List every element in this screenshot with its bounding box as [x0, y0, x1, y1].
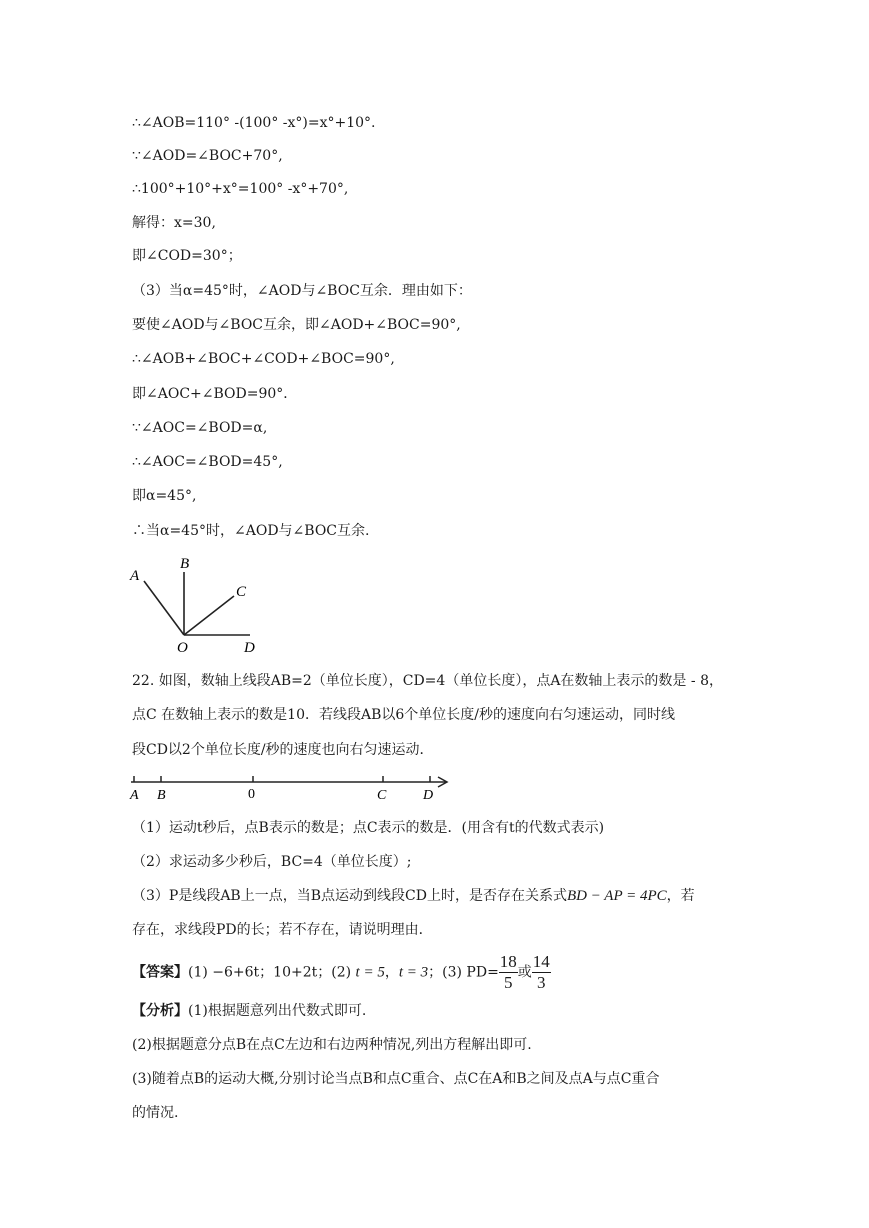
- fraction-2-numerator: 14: [532, 952, 550, 971]
- fraction-1-numerator: 18: [499, 952, 517, 971]
- solution-line-10: ∵∠AOC=∠BOD=α,: [132, 420, 268, 436]
- question-3-line-1: [132, 886, 695, 906]
- analysis-line-1: [132, 1001, 366, 1021]
- answer-part-1: (1) −6+6t；10+2t；(2): [188, 964, 352, 981]
- answer-line: [132, 952, 551, 993]
- numline-label-A: A: [130, 788, 139, 802]
- fraction-2-denominator: 3: [537, 973, 546, 992]
- question-3-line-2: 存在，求线段PD的长；若不存在，请说明理由．: [132, 922, 433, 938]
- answer-t1: t = 5: [355, 964, 385, 981]
- label-D: D: [244, 640, 255, 654]
- solution-line-12: 即α=45°,: [132, 488, 197, 504]
- solution-line-2: ∵∠AOD=∠BOC+70°,: [132, 148, 283, 164]
- fraction-18-5: [499, 952, 518, 993]
- question-2: （2）求运动多少秒后，BC=4（单位长度）;: [132, 854, 412, 870]
- analysis-line-3: (3)随着点B的运动大概,分别讨论当点B和点C重合、点C在A和B之间及点A与点C重合: [132, 1071, 660, 1087]
- relation-formula: BD − AP = 4PC: [566, 888, 667, 904]
- fraction-14-3: [532, 952, 551, 993]
- solution-line-5: 即∠COD=30°；: [132, 248, 242, 264]
- problem-22-line-3: 段CD以2个单位长度/秒的速度也向右匀速运动．: [132, 742, 434, 758]
- solution-line-6: （3）当α=45°时，∠AOD与∠BOC互余．理由如下：: [132, 283, 472, 299]
- solution-line-4: 解得：x=30,: [132, 215, 216, 231]
- numline-label-C: C: [377, 788, 387, 802]
- analysis-text-1: (1)根据题意列出代数式即可.: [188, 1003, 367, 1019]
- answer-t2: t = 3: [398, 964, 429, 981]
- ray-OC: [184, 596, 234, 635]
- question-3-prefix: （3）P是线段AB上一点，当B点运动到线段CD上时，是否存在关系式: [132, 888, 567, 904]
- analysis-line-4: 的情况.: [132, 1105, 179, 1121]
- problem-22-line-2: 点C 在数轴上表示的数是10．若线段AB以6个单位长度/秒的速度向右匀速运动，同时线: [132, 707, 675, 723]
- solution-line-8: ∴∠AOB+∠BOC+∠COD+∠BOC=90°,: [132, 351, 395, 367]
- solution-line-1: ∴∠AOB=110° -(100° -x°)=x°+10°.: [132, 115, 376, 131]
- solution-line-3: ∴100°+10°+x°=100° -x°+70°,: [132, 181, 349, 197]
- analysis-line-2: (2)根据题意分点B在点C左边和右边两种情况,列出方程解出即可.: [132, 1037, 532, 1053]
- solution-line-7: 要使∠AOD与∠BOC互余，即∠AOD+∠BOC=90°,: [132, 317, 461, 333]
- question-3-suffix: ，若: [666, 888, 695, 904]
- numline-label-D: D: [423, 788, 434, 802]
- answer-or: 或: [517, 964, 532, 981]
- problem-22-line-1: 22. 如图，数轴上线段AB=2（单位长度），CD=4（单位长度），点A在数轴上表示的数是 - 8，: [132, 673, 723, 689]
- question-1: （1）运动t秒后，点B表示的数是；点C表示的数是．(用含有t的代数式表示): [132, 820, 605, 836]
- analysis-label: 【分析】: [132, 1003, 188, 1019]
- label-C: C: [236, 584, 247, 600]
- answer-label: 【答案】: [132, 964, 188, 981]
- label-A: A: [130, 568, 140, 584]
- number-line-figure: [128, 772, 458, 802]
- label-B: B: [180, 556, 190, 572]
- answer-separator: ，: [384, 964, 399, 981]
- numline-label-0: 0: [248, 787, 255, 802]
- angle-figure: [126, 552, 266, 654]
- solution-line-9: 即∠AOC+∠BOD=90°．: [132, 386, 298, 402]
- solution-line-11: ∴∠AOC=∠BOD=45°,: [132, 454, 283, 470]
- ray-OA: [144, 581, 184, 635]
- fraction-1-denominator: 5: [504, 973, 513, 992]
- answer-part-3: ；(3) PD=: [428, 964, 499, 981]
- label-O: O: [177, 640, 188, 654]
- solution-line-13: ∴当α=45°时，∠AOD与∠BOC互余.: [132, 523, 370, 539]
- numline-label-B: B: [157, 788, 166, 802]
